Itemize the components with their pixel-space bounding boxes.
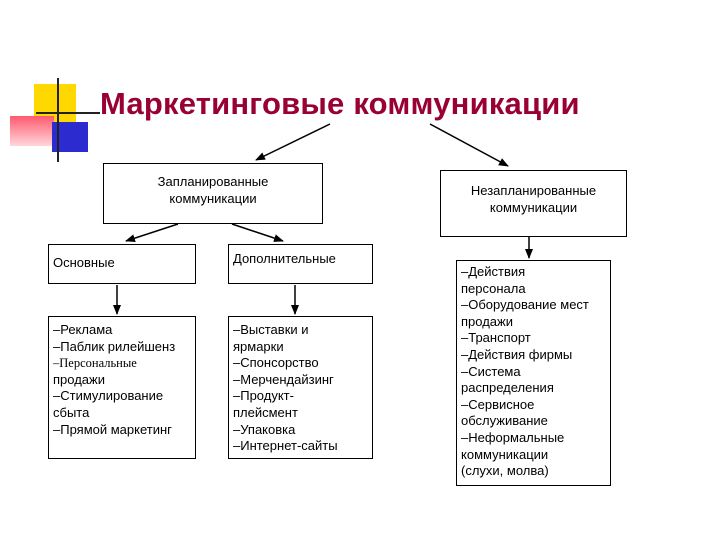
arrow-to-planned bbox=[256, 124, 330, 160]
unplanned-box bbox=[440, 170, 627, 237]
main-items-box bbox=[48, 316, 196, 459]
list-item: –Персональные bbox=[53, 356, 137, 371]
list-item: –Прямой маркетинг bbox=[53, 421, 172, 437]
arrow-to-additional bbox=[232, 224, 283, 241]
main-label: Основные bbox=[53, 255, 115, 270]
unplanned-label: Незапланированные коммуникации bbox=[470, 183, 597, 215]
list-item: –Спонсорство bbox=[233, 355, 319, 371]
list-item: –Неформальные коммуникации (слухи, молва) bbox=[461, 429, 565, 479]
list-item: –Система распределения bbox=[461, 363, 554, 396]
main-box bbox=[48, 244, 196, 284]
planned-box bbox=[103, 163, 323, 224]
list-item: –Оборудование мест продажи bbox=[461, 297, 589, 329]
list-item: –Мерчендайзинг bbox=[233, 371, 334, 387]
list-item: –Интернет-сайты bbox=[233, 438, 338, 454]
planned-label: Запланированные коммуникации bbox=[157, 174, 269, 206]
list-item: –Упаковка bbox=[233, 421, 296, 437]
arrow-to-unplanned bbox=[430, 124, 508, 166]
list-item: –Действия фирмы bbox=[461, 346, 573, 362]
list-item: –Стимулирование сбыта bbox=[53, 388, 164, 420]
list-item: –Выставки и ярмарки bbox=[233, 322, 309, 354]
arrow-to-main bbox=[126, 224, 178, 241]
list-item: –Сервисное обслуживание bbox=[461, 396, 548, 429]
list-item: –Действия персонала bbox=[461, 264, 526, 296]
list-item: –Транспорт bbox=[461, 330, 531, 346]
additional-items-box bbox=[228, 316, 373, 459]
list-item: –Продукт-плейсмент bbox=[233, 388, 298, 420]
page-title: Маркетинговые коммуникации bbox=[100, 86, 580, 121]
list-item: продажи bbox=[53, 371, 105, 387]
additional-label: Дополнительные bbox=[233, 251, 336, 266]
list-item: –Паблик рилейшенз bbox=[53, 338, 176, 354]
additional-box bbox=[228, 244, 373, 284]
unplanned-items-box bbox=[456, 260, 611, 486]
list-item: –Реклама bbox=[53, 322, 113, 337]
